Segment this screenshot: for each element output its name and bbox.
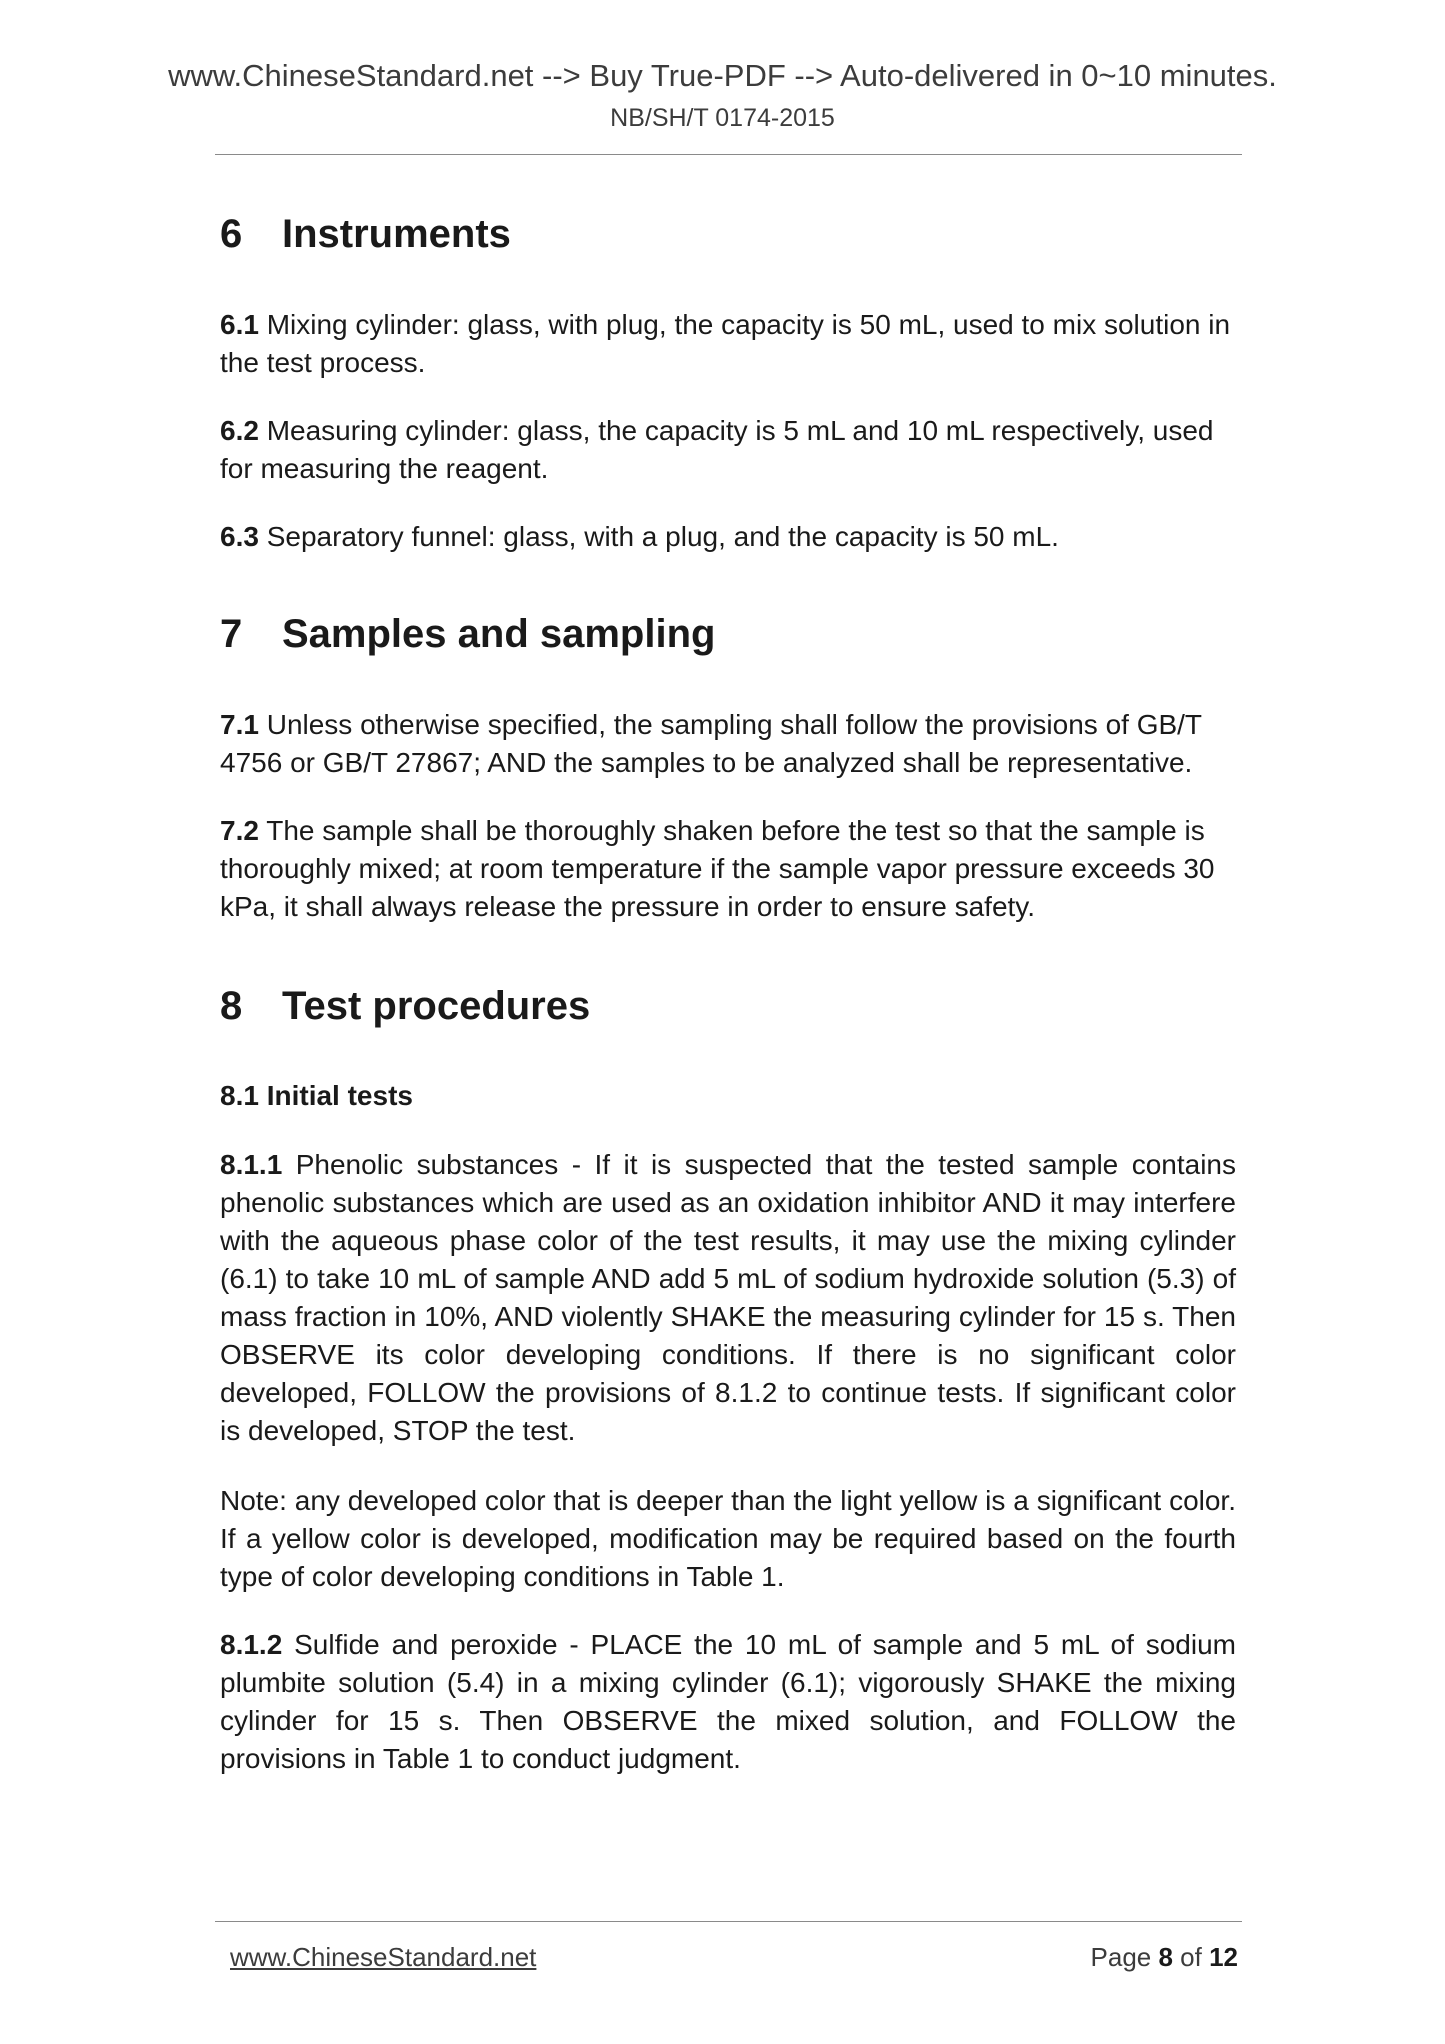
section-heading-7 [220, 612, 715, 657]
clause-6-3 [220, 518, 1236, 556]
section-heading-8 [220, 984, 590, 1029]
clause-text: Mixing cylinder: glass, with plug, the capacity is 50 mL, used to mix solution in the test process. [220, 309, 1231, 378]
clause-6-2 [220, 412, 1236, 488]
clause-text: Separatory funnel: glass, with a plug, and the capacity is 50 mL. [258, 521, 1059, 552]
clause-7-1 [220, 706, 1236, 782]
section-title: Instruments [282, 212, 511, 256]
header-banner: www.ChineseStandard.net --> Buy True-PDF --> Auto-delivered in 0~10 minutes. [168, 58, 1277, 93]
clause-number: 6.1 [220, 309, 259, 340]
note-paragraph: Note: any developed color that is deeper than the light yellow is a significant color. If a yellow color is developed, modification may be required based on the fourth type of color developing conditions in Table 1. [220, 1485, 1236, 1592]
clause-text: The sample shall be thoroughly shaken before the test so that the sample is thoroughly mixed; at room temperature if the sample vapor pressure exceeds 30 kPa, it shall always release the pressure in order to ensure safety. [220, 815, 1215, 922]
clause-text: Measuring cylinder: glass, the capacity is 5 mL and 10 mL respectively, used for measuring the reagent. [220, 415, 1214, 484]
clause-number: 6.3 [220, 521, 259, 552]
clause-7-2 [220, 812, 1236, 926]
section-title: Samples and sampling [282, 612, 716, 656]
clause-number: 7.1 [220, 709, 259, 740]
page-indicator [1091, 1942, 1238, 1973]
section-heading-6 [220, 212, 511, 257]
page-label: Page [1090, 1942, 1159, 1972]
page-of-label: of [1172, 1942, 1210, 1972]
header-divider [215, 154, 1242, 155]
section-title: Test procedures [282, 984, 591, 1028]
footer-website-link[interactable]: www.ChineseStandard.net [230, 1942, 537, 1972]
clause-number: 8.1.2 [220, 1629, 283, 1660]
clause-8-1-2 [220, 1626, 1236, 1778]
subsection-heading-8-1: 8.1 Initial tests [220, 1080, 413, 1111]
page-total: 12 [1209, 1942, 1238, 1972]
section-number: 6 [220, 212, 243, 256]
clause-number: 8.1.1 [220, 1149, 283, 1180]
section-number: 7 [220, 612, 243, 656]
footer-divider [215, 1921, 1242, 1922]
page-current: 8 [1158, 1942, 1173, 1972]
clause-text: Phenolic substances - If it is suspected that the tested sample contains phenolic substances which are used as an oxidation inhibitor AND it may interfere with the aqueous phase color of the test results, it may use the mixing cylinder (6.1) to take 10 mL of sample AND add 5 mL of sodium hydroxide solution (5.3) of mass fraction in 10%, AND violently SHAKE the measuring cylinder for 15 s. Then OBSERVE its color developing conditions. If there is no significant color developed, FOLLOW the provisions of 8.1.2 to continue tests. If significant color is developed, STOP the test. [220, 1149, 1236, 1446]
document-id: NB/SH/T 0174-2015 [610, 104, 835, 132]
clause-number: 7.2 [220, 815, 259, 846]
clause-8-1-1 [220, 1146, 1236, 1450]
clause-6-1 [220, 306, 1236, 382]
clause-number: 6.2 [220, 415, 259, 446]
clause-text: Unless otherwise specified, the sampling shall follow the provisions of GB/T 4756 or GB/T 27867; AND the samples to be analyzed shall be representative. [220, 709, 1202, 778]
clause-text: Sulfide and peroxide - PLACE the 10 mL of sample and 5 mL of sodium plumbite solution (5.4) in a mixing cylinder (6.1); vigorously SHAKE the mixing cylinder for 15 s. Then OBSERVE the mixed solution, and FOLLOW the provisions in Table 1 to conduct judgment. [220, 1629, 1236, 1774]
section-number: 8 [220, 984, 243, 1028]
